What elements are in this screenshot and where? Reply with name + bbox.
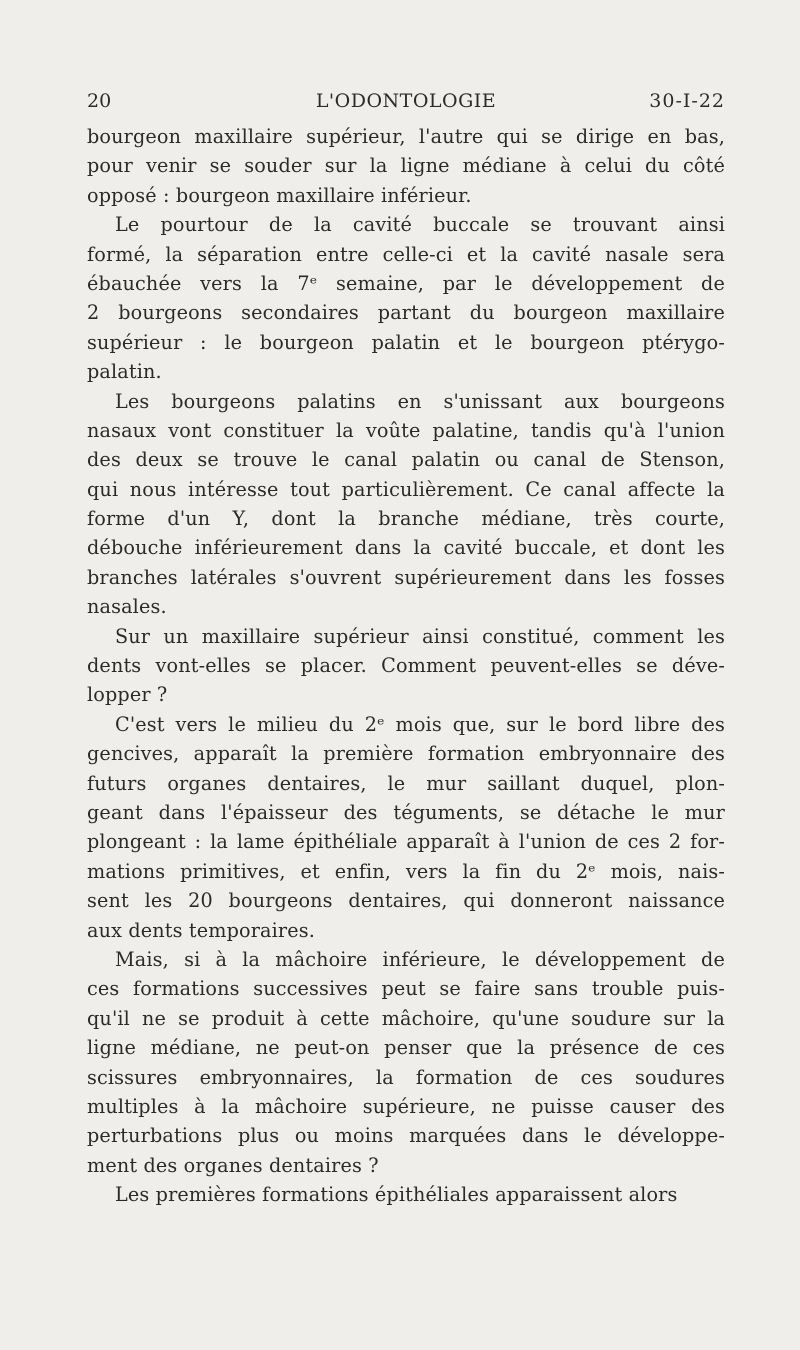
paragraph [87,210,725,386]
text-line: ébauchée vers la 7ᵉ semaine, par le développement de [87,271,725,295]
text-line: Mais, si à la mâchoire inférieure, le développement de [115,947,725,971]
text-line: Les premières formations épithéliales apparaissent alors [115,1183,678,1207]
text-line: forme d'un Y, dont la branche médiane, très courte, [87,507,725,531]
text-line: qui nous intéresse tout particulièrement. Ce canal affecte la [87,477,725,501]
text-line: nasaux vont constituer la voûte palatine, tandis qu'à l'union [87,418,725,442]
text-line: des deux se trouve le canal palatin ou canal de Stenson, [87,448,725,472]
text-line: plongeant : la lame épithéliale apparaît à l'union de ces 2 for- [87,830,725,854]
text-line: aux dents temporaires. [87,918,315,942]
text-line: gencives, apparaît la première formation embryonnaire des [87,742,725,766]
text-line: scissures embryonnaires, la formation de ces soudures [87,1065,725,1089]
text-line: ment des organes dentaires ? [87,1153,379,1177]
text-line: supérieur : le bourgeon palatin et le bourgeon ptérygo- [87,330,725,354]
text-line: pour venir se souder sur la ligne médiane à celui du côté [87,154,725,178]
text-line: débouche inférieurement dans la cavité buccale, et dont les [87,536,725,560]
text-line: ligne médiane, ne peut-on penser que la présence de ces [87,1036,725,1060]
text-line: lopper ? [87,683,168,707]
text-line: Les bourgeons palatins en s'unissant aux bourgeons [115,389,725,413]
paragraph [87,1180,725,1209]
text-line: branches latérales s'ouvrent supérieurement dans les fosses [87,565,725,589]
text-line: C'est vers le milieu du 2ᵉ mois que, sur le bord libre des [115,712,725,736]
text-line: palatin. [87,360,162,384]
paragraph [87,387,725,622]
text-line: qu'il ne se produit à cette mâchoire, qu'une soudure sur la [87,1006,725,1030]
paragraph [87,710,725,945]
text-line: sent les 20 bourgeons dentaires, qui donneront naissance [87,889,725,913]
issue-date: 30-I-22 [649,90,725,112]
text-line: mations primitives, et enfin, vers la fin du 2ᵉ mois, nais- [87,859,725,883]
text-line: ces formations successives peut se faire sans trouble puis- [87,977,725,1001]
journal-title: L'ODONTOLOGIE [315,90,497,112]
paragraph [87,622,725,710]
article-body [87,122,725,1209]
text-line: dents vont-elles se placer. Comment peuvent-elles se déve- [87,654,725,678]
text-line: Le pourtour de la cavité buccale se trouvant ainsi [115,213,725,237]
page-number: 20 [87,90,112,112]
text-line: opposé : bourgeon maxillaire inférieur. [87,183,472,207]
paragraph [87,122,725,210]
text-line: Sur un maxillaire supérieur ainsi constitué, comment les [115,624,725,648]
text-line: formé, la séparation entre celle-ci et la cavité nasale sera [87,242,725,266]
text-line: futurs organes dentaires, le mur saillant duquel, plon- [87,771,725,795]
text-line: perturbations plus ou moins marquées dans le développe- [87,1124,725,1148]
text-line: 2 bourgeons secondaires partant du bourgeon maxillaire [87,301,725,325]
running-header [87,90,725,114]
text-line: nasales. [87,595,167,619]
text-line: bourgeon maxillaire supérieur, l'autre qui se dirige en bas, [87,125,725,148]
text-line: geant dans l'épaisseur des téguments, se détache le mur [87,800,725,824]
text-line: multiples à la mâchoire supérieure, ne puisse causer des [87,1094,725,1118]
paragraph [87,945,725,1180]
